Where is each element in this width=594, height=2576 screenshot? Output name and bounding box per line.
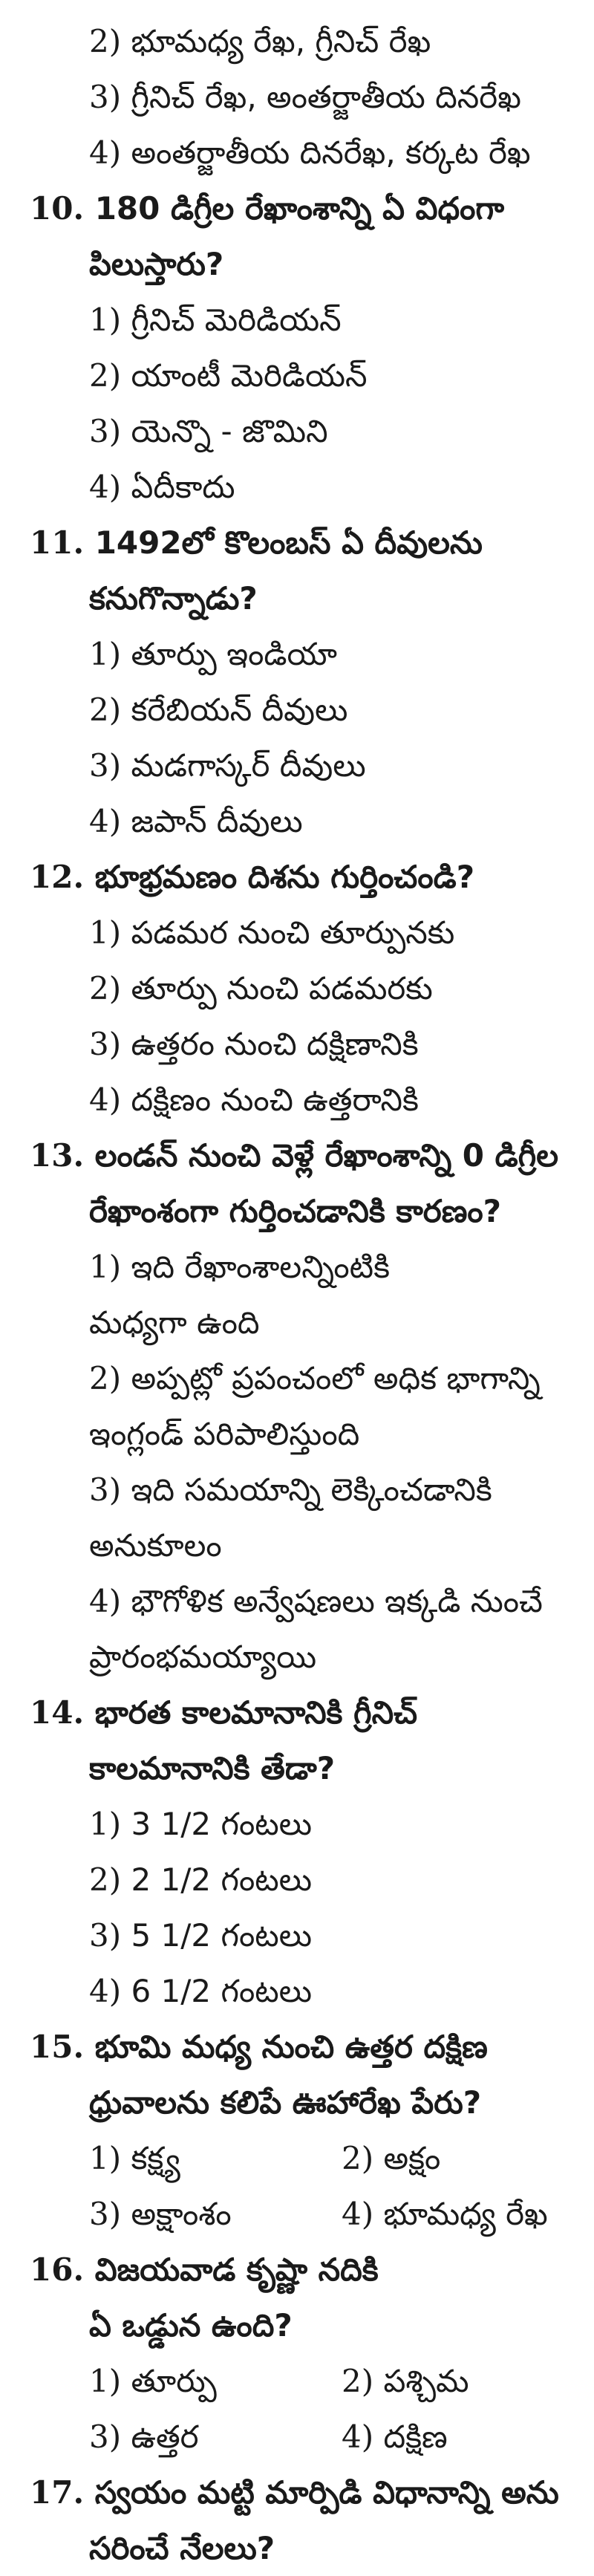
option-text: కరేబియన్ దీవులు	[131, 692, 348, 728]
question-15	[0, 2019, 594, 2075]
option-number: 2)	[89, 357, 122, 394]
option-number: 4)	[342, 2419, 374, 2455]
option-text: జపాన్ దీవులు	[131, 803, 303, 839]
option-number: 4)	[89, 134, 122, 171]
option-number: 2)	[342, 2140, 374, 2176]
question-text: భారత కాలమానానికి గ్రీనిచ్	[94, 1694, 417, 1731]
option-number: 1)	[89, 914, 122, 951]
question-10	[0, 180, 594, 236]
option-number: 3)	[89, 1026, 122, 1062]
question-text: స్వయం మట్టి మార్పిడి విధానాన్ని అను	[94, 2474, 559, 2511]
option-line	[0, 1796, 594, 1852]
option-line	[0, 1573, 594, 1629]
option-number: 4)	[342, 2196, 374, 2232]
option-line	[0, 626, 594, 682]
option-text: తూర్పు నుంచి పడమరకు	[131, 970, 433, 1006]
option-text: ఇది రేఖాంశాలన్నింటికి	[131, 1249, 391, 1285]
option-cell	[342, 2409, 594, 2465]
option-continuation: ఇంగ్లండ్ పరిపాలిస్తుంది	[89, 1416, 360, 1452]
option-number: 4)	[89, 1583, 122, 1619]
question-text: భూమి మధ్య నుంచి ఉత్తర దక్షిణ	[94, 2029, 488, 2065]
option-line	[0, 1350, 594, 1406]
option-text: పడమర నుంచి తూర్పునకు	[131, 914, 455, 951]
option-pair-row	[0, 2353, 594, 2409]
option-line	[0, 1963, 594, 2019]
option-text: అక్షాంశం	[131, 2196, 232, 2232]
option-text: ఉత్తరం నుంచి దక్షిణానికి	[131, 1026, 419, 1062]
option-line	[0, 1016, 594, 1072]
option-number: 2)	[89, 970, 122, 1006]
question-text: 180 డిగ్రీల రేఖాంశాన్ని ఏ విధంగా	[94, 190, 505, 227]
option-number: 3)	[89, 2419, 122, 2455]
option-number: 3)	[89, 413, 122, 449]
question-number: 13.	[30, 1137, 85, 1174]
option-number: 4)	[89, 1973, 122, 2009]
question-number: 15.	[30, 2029, 85, 2065]
option-text: అప్పట్లో ప్రపంచంలో అధిక భాగాన్ని	[131, 1360, 541, 1396]
option-line	[0, 1072, 594, 1128]
option-number: 1)	[89, 636, 122, 672]
option-line	[0, 13, 594, 69]
question-text: విజయవాడ కృష్ణా నదికి	[94, 2251, 379, 2288]
option-text: గ్రీనిచ్ రేఖ, అంతర్జాతీయ దినరేఖ	[131, 79, 521, 115]
option-number: 2)	[89, 1360, 122, 1396]
option-line	[0, 682, 594, 738]
question-13-continuation: రేఖాంశంగా గుర్తించడానికి కారణం?	[89, 1193, 502, 1229]
option-number: 3)	[89, 747, 122, 784]
option-text: అంతర్జాతీయ దినరేఖ, కర్కట రేఖ	[131, 134, 531, 171]
option-text: ఉత్తర	[131, 2419, 199, 2455]
option-line	[0, 348, 594, 403]
option-number: 2)	[89, 23, 122, 59]
option-number: 1)	[89, 2140, 122, 2176]
question-17	[0, 2465, 594, 2520]
option-cell	[89, 2353, 342, 2409]
option-text: యెన్నొ - జొమిని	[131, 413, 328, 449]
option-pair-row	[0, 2186, 594, 2242]
question-text: 1492లో కొలంబస్ ఏ దీవులను	[94, 524, 483, 561]
option-text: ఇది సమయాన్ని లెక్కించడానికి	[131, 1471, 492, 1508]
option-line	[0, 1852, 594, 1907]
option-cell	[342, 2353, 594, 2409]
option-number: 3)	[89, 2196, 122, 2232]
option-pair-row	[0, 2409, 594, 2465]
option-text: అక్షం	[383, 2140, 441, 2176]
option-number: 2)	[89, 692, 122, 728]
option-number: 3)	[89, 79, 122, 115]
option-cell	[342, 2186, 594, 2242]
option-text: దక్షిణం నుంచి ఉత్తరానికి	[131, 1082, 419, 1118]
question-number: 17.	[30, 2474, 85, 2511]
option-line	[0, 403, 594, 459]
option-text: భూమధ్య రేఖ	[383, 2196, 548, 2232]
option-number: 2)	[342, 2363, 374, 2399]
option-line	[0, 738, 594, 793]
option-text: దక్షిణ	[383, 2419, 448, 2455]
option-line	[0, 69, 594, 125]
option-text: భూమధ్య రేఖ, గ్రీనిచ్ రేఖ	[131, 23, 431, 59]
question-number: 10.	[30, 190, 85, 227]
option-number: 3)	[89, 1471, 122, 1508]
option-number: 4)	[89, 803, 122, 839]
option-text: యాంటీ మెరిడియన్	[131, 357, 368, 394]
question-14-continuation: కాలమానానికి తేడా?	[89, 1750, 336, 1786]
question-text: లండన్ నుంచి వెళ్లే రేఖాంశాన్ని 0 డిగ్రీల	[94, 1137, 558, 1174]
option-line	[0, 1462, 594, 1518]
option-line	[0, 125, 594, 180]
option-continuation: అనుకూలం	[89, 1527, 222, 1564]
question-16-continuation: ఏ ఒడ్డున ఉంది?	[89, 2307, 293, 2344]
option-text: 5 1/2 గంటలు	[131, 1917, 312, 1954]
question-number: 14.	[30, 1694, 85, 1731]
option-line	[0, 960, 594, 1016]
option-line	[0, 1239, 594, 1295]
option-text: 6 1/2 గంటలు	[131, 1973, 312, 2009]
option-line	[0, 1907, 594, 1963]
option-number: 4)	[89, 469, 122, 505]
question-10-continuation: పిలుస్తారు?	[89, 246, 224, 282]
question-number: 16.	[30, 2251, 85, 2288]
option-line	[0, 793, 594, 849]
question-17-continuation: సరించే నేలలు?	[89, 2530, 275, 2566]
option-number: 1)	[89, 1806, 122, 1842]
option-number: 1)	[89, 2363, 122, 2399]
question-13	[0, 1128, 594, 1183]
option-line	[0, 459, 594, 515]
option-number: 2)	[89, 1861, 122, 1898]
option-text: గ్రీనిచ్ మెరిడియన్	[131, 302, 342, 338]
option-line	[0, 292, 594, 348]
question-16	[0, 2242, 594, 2297]
question-11	[0, 515, 594, 570]
option-continuation: ప్రారంభమయ్యాయి	[89, 1639, 317, 1675]
question-14	[0, 1685, 594, 1740]
option-number: 4)	[89, 1082, 122, 1118]
question-11-continuation: కనుగొన్నాడు?	[89, 580, 258, 617]
option-text: భౌగోళిక అన్వేషణలు ఇక్కడి నుంచే	[131, 1583, 543, 1619]
question-number: 11.	[30, 524, 85, 561]
question-15-continuation: ధ్రువాలను కలిపే ఊహారేఖ పేరు?	[89, 2084, 482, 2121]
option-cell	[89, 2409, 342, 2465]
question-number: 12.	[30, 859, 85, 895]
question-12	[0, 849, 594, 905]
option-text: పశ్చిమ	[383, 2363, 469, 2399]
option-cell	[342, 2130, 594, 2186]
option-number: 1)	[89, 1249, 122, 1285]
option-text: తూర్పు ఇండియా	[131, 636, 337, 672]
option-line	[0, 905, 594, 960]
option-text: తూర్పు	[131, 2363, 217, 2399]
option-continuation: మధ్యగా ఉంది	[89, 1304, 260, 1341]
option-number: 3)	[89, 1917, 122, 1954]
option-text: మడగాస్కర్ దీవులు	[131, 747, 366, 784]
option-number: 1)	[89, 302, 122, 338]
option-text: 2 1/2 గంటలు	[131, 1861, 312, 1898]
question-text: భూభ్రమణం దిశను గుర్తించండి?	[94, 859, 475, 895]
option-cell	[89, 2186, 342, 2242]
option-text: 3 1/2 గంటలు	[131, 1806, 312, 1842]
option-text: ఏదీకాదు	[131, 469, 235, 505]
option-cell	[89, 2130, 342, 2186]
option-text: కక్ష్య	[131, 2140, 180, 2176]
option-pair-row	[0, 2130, 594, 2186]
